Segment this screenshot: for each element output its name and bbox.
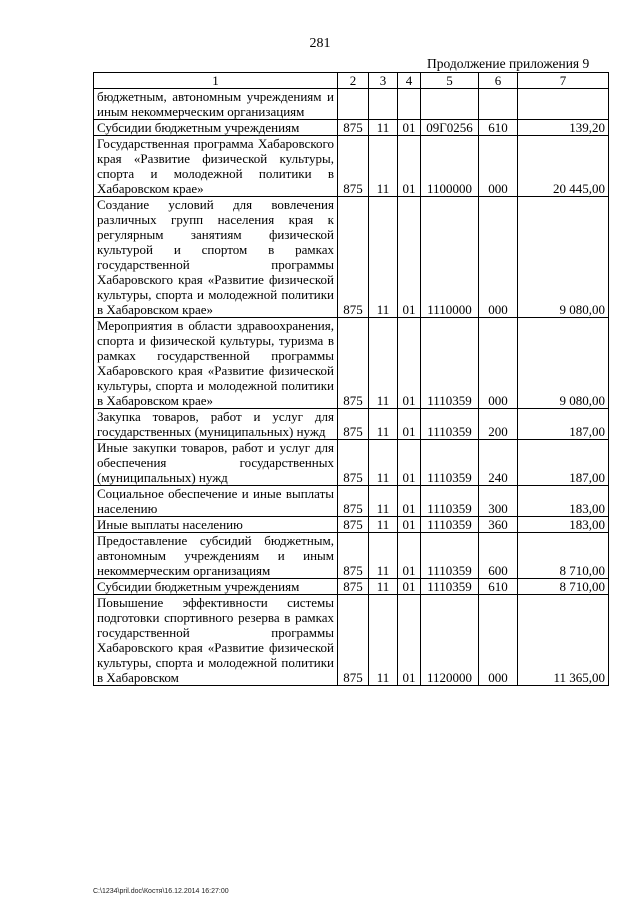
row-code-6: [479, 89, 518, 120]
row-name: Государственная программа Хабаровского края «Развитие физической культуры, спорта и молодежной политики в Хабаровском крае»: [94, 136, 338, 197]
row-amount: 9 080,00: [518, 197, 609, 318]
table-row: [94, 595, 609, 686]
row-code-3: 11: [369, 136, 398, 197]
appendix-continuation-label: Продолжение приложения 9: [427, 56, 590, 71]
row-code-3: [369, 89, 398, 120]
table-row: [94, 120, 609, 136]
row-code-5: [421, 89, 479, 120]
column-header: 7: [518, 73, 609, 89]
row-code-4: 01: [398, 517, 421, 533]
row-code-6: 610: [479, 120, 518, 136]
row-code-5: 1110000: [421, 197, 479, 318]
row-code-3: 11: [369, 517, 398, 533]
row-amount: 183,00: [518, 517, 609, 533]
row-code-4: 01: [398, 440, 421, 486]
row-code-5: 1110359: [421, 579, 479, 595]
row-code-6: 200: [479, 409, 518, 440]
row-code-5: 1110359: [421, 486, 479, 517]
table-row: [94, 89, 609, 120]
row-code-4: 01: [398, 318, 421, 409]
row-name: Социальное обеспечение и иные выплаты населению: [94, 486, 338, 517]
column-header: 4: [398, 73, 421, 89]
column-header: 5: [421, 73, 479, 89]
row-code-5: 1100000: [421, 136, 479, 197]
row-code-2: 875: [338, 533, 369, 579]
row-code-5: 09Г0256: [421, 120, 479, 136]
row-code-3: 11: [369, 409, 398, 440]
row-code-4: 01: [398, 197, 421, 318]
table-row: [94, 197, 609, 318]
row-name: Закупка товаров, работ и услуг для государственных (муниципальных) нужд: [94, 409, 338, 440]
row-code-6: 360: [479, 517, 518, 533]
budget-table: [93, 72, 609, 686]
row-code-6: 600: [479, 533, 518, 579]
row-code-5: 1120000: [421, 595, 479, 686]
row-name: Повышение эффективности системы подготовки спортивного резерва в рамках государственной программы Хабаровского края «Развитие физической культуры, спорта и молодежной политики в Хабаровском: [94, 595, 338, 686]
row-code-5: 1110359: [421, 318, 479, 409]
row-name: Создание условий для вовлечения различных групп населения края к регулярным занятиям физической культурой и спортом в рамках государственной программы Хабаровского края «Развитие физической культуры, спорта и молодежной политики в Хабаровском крае»: [94, 197, 338, 318]
row-amount: 8 710,00: [518, 579, 609, 595]
row-code-2: 875: [338, 120, 369, 136]
row-code-2: 875: [338, 517, 369, 533]
table-row: [94, 486, 609, 517]
row-code-2: 875: [338, 440, 369, 486]
table-row: [94, 136, 609, 197]
table-row: [94, 318, 609, 409]
row-amount: 187,00: [518, 409, 609, 440]
row-amount: 187,00: [518, 440, 609, 486]
row-code-6: 240: [479, 440, 518, 486]
row-code-2: [338, 89, 369, 120]
table-row: [94, 409, 609, 440]
row-code-5: 1110359: [421, 440, 479, 486]
column-header: 1: [94, 73, 338, 89]
row-name: Иные выплаты населению: [94, 517, 338, 533]
row-name: Предоставление субсидий бюджетным, автономным учреждениям и иным некоммерческим организациям: [94, 533, 338, 579]
row-code-3: 11: [369, 579, 398, 595]
row-amount: 20 445,00: [518, 136, 609, 197]
row-code-2: 875: [338, 318, 369, 409]
row-amount: 139,20: [518, 120, 609, 136]
row-code-6: 000: [479, 318, 518, 409]
document-footer-path: C:\1234\pril.doc\Костя\16.12.2014 16:27:00: [93, 888, 229, 895]
row-code-6: 000: [479, 136, 518, 197]
row-code-2: 875: [338, 579, 369, 595]
page-number: 281: [309, 36, 331, 51]
row-code-2: 875: [338, 409, 369, 440]
column-header: 6: [479, 73, 518, 89]
row-code-4: 01: [398, 579, 421, 595]
row-amount: 9 080,00: [518, 318, 609, 409]
row-code-2: 875: [338, 136, 369, 197]
row-code-5: 1110359: [421, 517, 479, 533]
row-code-6: 000: [479, 595, 518, 686]
table-row: [94, 579, 609, 595]
row-code-5: 1110359: [421, 409, 479, 440]
row-amount: [518, 89, 609, 120]
row-code-4: 01: [398, 595, 421, 686]
row-name: Мероприятия в области здравоохранения, спорта и физической культуры, туризма в рамках государственной программы Хабаровского края «Развитие физической культуры, спорта и молодежной политики в Хабаровском крае»: [94, 318, 338, 409]
row-name: бюджетным, автономным учреждениям и иным некоммерческим организациям: [94, 89, 338, 120]
row-code-3: 11: [369, 318, 398, 409]
row-code-2: 875: [338, 197, 369, 318]
column-header: 3: [369, 73, 398, 89]
table-row: [94, 533, 609, 579]
row-name: Субсидии бюджетным учреждениям: [94, 120, 338, 136]
row-code-6: 610: [479, 579, 518, 595]
row-code-3: 11: [369, 595, 398, 686]
row-code-5: 1110359: [421, 533, 479, 579]
table-row: [94, 517, 609, 533]
column-header: 2: [338, 73, 369, 89]
row-code-4: 01: [398, 409, 421, 440]
row-code-3: 11: [369, 486, 398, 517]
table-header-row: [94, 73, 609, 89]
row-amount: 11 365,00: [518, 595, 609, 686]
row-code-4: [398, 89, 421, 120]
row-code-4: 01: [398, 533, 421, 579]
row-code-2: 875: [338, 595, 369, 686]
row-code-6: 300: [479, 486, 518, 517]
row-name: Субсидии бюджетным учреждениям: [94, 579, 338, 595]
row-code-3: 11: [369, 533, 398, 579]
row-amount: 8 710,00: [518, 533, 609, 579]
row-code-3: 11: [369, 197, 398, 318]
row-code-2: 875: [338, 486, 369, 517]
row-code-4: 01: [398, 486, 421, 517]
row-code-6: 000: [479, 197, 518, 318]
row-code-3: 11: [369, 120, 398, 136]
row-amount: 183,00: [518, 486, 609, 517]
row-name: Иные закупки товаров, работ и услуг для обеспечения государственных (муниципальных) нужд: [94, 440, 338, 486]
row-code-4: 01: [398, 120, 421, 136]
row-code-3: 11: [369, 440, 398, 486]
row-code-4: 01: [398, 136, 421, 197]
table-row: [94, 440, 609, 486]
